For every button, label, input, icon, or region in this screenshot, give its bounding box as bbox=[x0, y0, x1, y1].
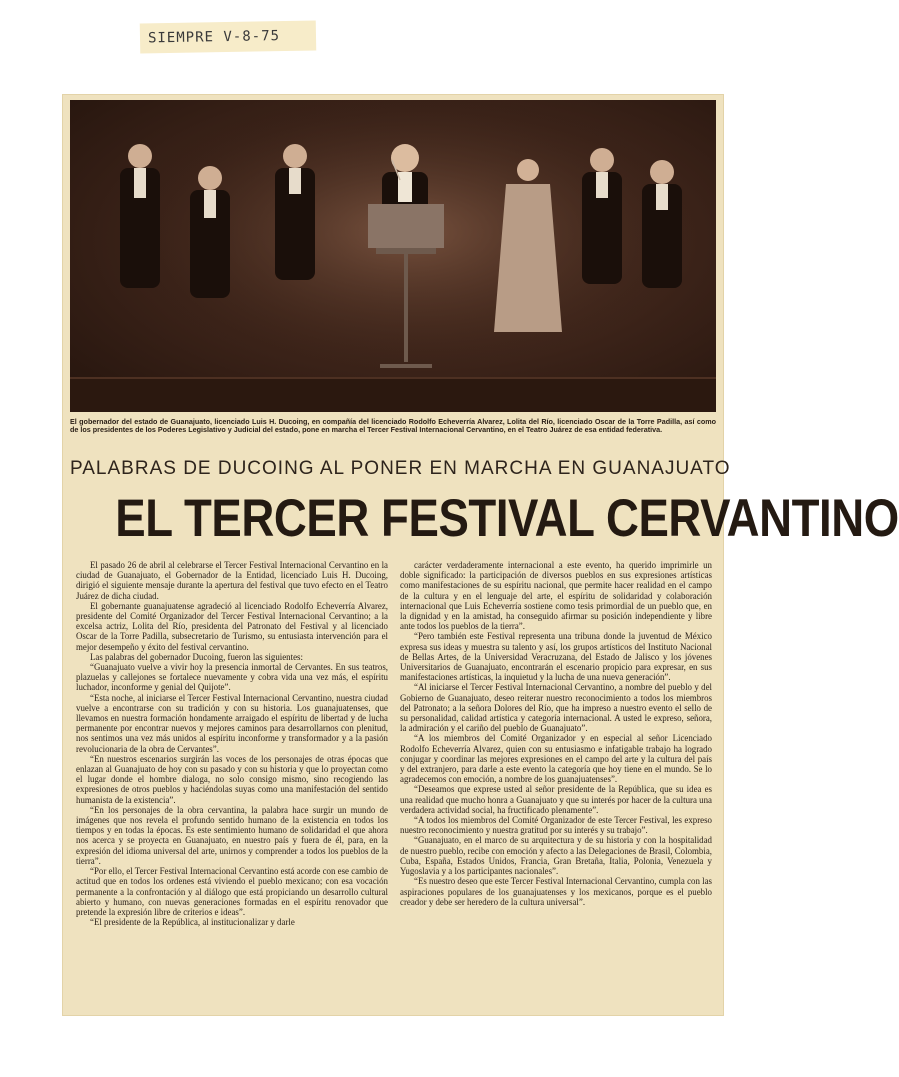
paragraph: “A todos los miembros del Comité Organizador de este Tercer Festival, les expreso nuestro reconocimiento y nuestra gratitud por su interés y su trabajo”. bbox=[400, 815, 712, 836]
paragraph: “Guanajuato vuelve a vivir hoy la presencia inmortal de Cervantes. En sus teatros, plazuelas y callejones se fortalece nuevamente y cobra vida una vez más, el espíritu luchador, inconforme y genial del Quijote”. bbox=[76, 662, 388, 693]
paragraph: “En los personajes de la obra cervantina, la palabra hace surgir un mundo de imágenes que nos revela el profundo sentido humano de la existencia en todos los tiempos y en todas la épocas. Es este sentimiento humano de solidaridad el que ahora nos acerca y se proyecta en Guanajuato, en nuestro país y fuera de él, para, en la expresión del idioma universal del arte, unirnos y comprender a todos los pueblos de la tierra”. bbox=[76, 804, 388, 866]
paragraph: “Por ello, el Tercer Festival Internacional Cervantino está acorde con ese cambio de actitud que en todos los ordenes está viviendo el pueblo mexicano; con esa vocación permanente a la confrontación y al diálogo que está propiciando un desarrollo cultural abierto y humano, con nuevas generaciones formadas en el espíritu renovador que pretende la expresión libre de criterios e ideas”. bbox=[76, 866, 388, 917]
paragraph: El gobernante guanajuatense agradeció al licenciado Rodolfo Echeverría Alvarez, presidente del Comité Organizador del Tercer Festival Internacional Cervantino; a la excelsa actriz, Lolita del Río, presidenta del Patronato del Festival y al licenciado Oscar de la Torre Padilla, subsecretario de Turismo, su entusiasta intervención para el mejor desempeño y éxito del festival cervantino. bbox=[76, 600, 388, 652]
photo-caption: El gobernador del estado de Guanajuato, licenciado Luis H. Ducoing, en compañía del licenciado Rodolfo Echeverría Alvarez, Lolita del Río, licenciado Oscar de la Torre Padilla, así como de los presidentes de los Poderes Legislativo y Judicial del estado, pone en marcha el Tercer Festival Internacional Cervantino, en el Teatro Juárez de esa entidad federativa. bbox=[70, 417, 716, 435]
paragraph: carácter verdaderamente internacional a este evento, ha querido imprimirle un doble significado: la participación de diversos pueblos en sus expresiones artísticas como manifestaciones de su espíritu nacional, que permite hacer realidad en el campo de la cultura y en el lenguaje del arte, el espíritu de solidaridad y colaboración internacional que Luis Echeverría sostiene como tesis primordial de un pueblo que, en la dignidad y en la amistad, ha conseguido afirmar su posición independiente y libre ante todos los pueblos de la tierra”. bbox=[400, 560, 712, 632]
paragraph: “En nuestros escenarios surgirán las voces de los personajes de otras épocas que enlazan al Guanajuato de hoy con su pasado y con su historia y que lo proyectan como el lugar donde el hombre dialoga, no solo consigo mismo, sino recogiendo las expresiones de otros pueblos y haciéndolas suyas como una manifestación del sentido humanista de la existencia”. bbox=[76, 753, 388, 805]
stage-scene-illustration bbox=[70, 100, 716, 412]
paragraph: Las palabras del gobernador Ducoing, fueron las siguientes: bbox=[90, 651, 303, 662]
paragraph: El pasado 26 de abril al celebrarse el Tercer Festival Internacional Cervantino en la ciudad de Guanajuato, el Gobernador de la Entidad, licenciado Luis H. Ducoing, dirigió el siguiente mensaje durante la apertura del festival que tuvo efecto en el Teatro Juárez de dicha ciudad. bbox=[76, 560, 388, 601]
paragraph: “Es nuestro deseo que este Tercer Festival Internacional Cervantino, cumpla con las aspiraciones populares de los guanajuatenses y los mexicanos, porque es el pueblo creador y debe ser heredero de la cultura universal”. bbox=[400, 876, 712, 907]
paragraph: “Deseamos que exprese usted al señor presidente de la República, que su idea es una realidad que mucho honra a Guanajuato y que su interés por hacer de la cultura una verdadera actividad social, ha fructificado plenamente”. bbox=[400, 784, 712, 815]
newspaper-clipping bbox=[62, 94, 899, 1016]
article-column-right bbox=[400, 560, 712, 1010]
paragraph: “Esta noche, al iniciarse el Tercer Festival Internacional Cervantino, nuestra ciudad vuelve a encontrarse con su tradición y con su historia. Los guanajuatenses, que llevamos en nuestra formación hondamente arraigado el espíritu de libertad y de lucha permanente por encontrar nuevos y mejores caminos para desarrollarnos con plenitud, nos sentimos una vez más unidos al espíritu inconforme y transformador y a la pasión revolucionaria de la obra de Cervantes”. bbox=[76, 692, 388, 754]
paragraph: “Al iniciarse el Tercer Festival Internacional Cervantino, a nombre del pueblo y del Gobierno de Guanajuato, deseo reiterar nuestro reconocimiento a todos los miembros del Patronato; a la señora Dolores del Río, que ha impreso a nuestro evento el sello de su personalidad, calidad artística y categoría internacional. A usted le expreso, señora, la admiración y el cariño del pueblo de Guanajuato”. bbox=[400, 682, 712, 734]
paragraph: “Guanajuato, en el marco de su arquitectura y de su historia y con la hospitalidad de nuestro pueblo, recibe con emoción y afecto a las Delegaciones de Brasil, Colombia, Cuba, España, Estados Unidos, Francia, Gran Bretaña, Italia, Polonia, Venezuela y Yugoslavia y a los participantes nacionales”. bbox=[400, 835, 712, 877]
event-photo bbox=[70, 100, 716, 412]
article-headline: EL TERCER FESTIVAL CERVANTINO bbox=[115, 489, 899, 548]
article-column-left bbox=[76, 560, 388, 1010]
handwritten-archive-note: SIEMPRE V-8-75 bbox=[140, 20, 316, 53]
paragraph: “A los miembros del Comité Organizador y en especial al señor Licenciado Rodolfo Echeverría Alvarez, quien con su entusiasmo e infatigable trabajo ha logrado conjugar y coordinar las mejores expresiones en el campo del arte y la cultura del país y del extranjero, para darle a este evento la categoría que hoy tiene en el mundo. Se lo agradecemos con emoción, a nombre de los guanajuatenses”. bbox=[400, 733, 712, 785]
paragraph: “Pero también este Festival representa una tribuna donde la juventud de México expresa sus ideas y muestra su talento y así, los grupos artísticos del Instituto Nacional de Bellas Artes, de la Universidad Veracruzana, del Estado de Jalisco y los jóvenes Universitarios de Guanajuato, encontrarán el escenario propicio para expresar, en sus manifestaciones artísticas, la inquietud y la lucha de una nueva generación”. bbox=[400, 631, 712, 683]
paragraph: “El presidente de la República, al institucionalizar y darle bbox=[90, 917, 295, 928]
article-subheadline: PALABRAS DE DUCOING AL PONER EN MARCHA EN GUANAJUATO bbox=[70, 458, 731, 479]
